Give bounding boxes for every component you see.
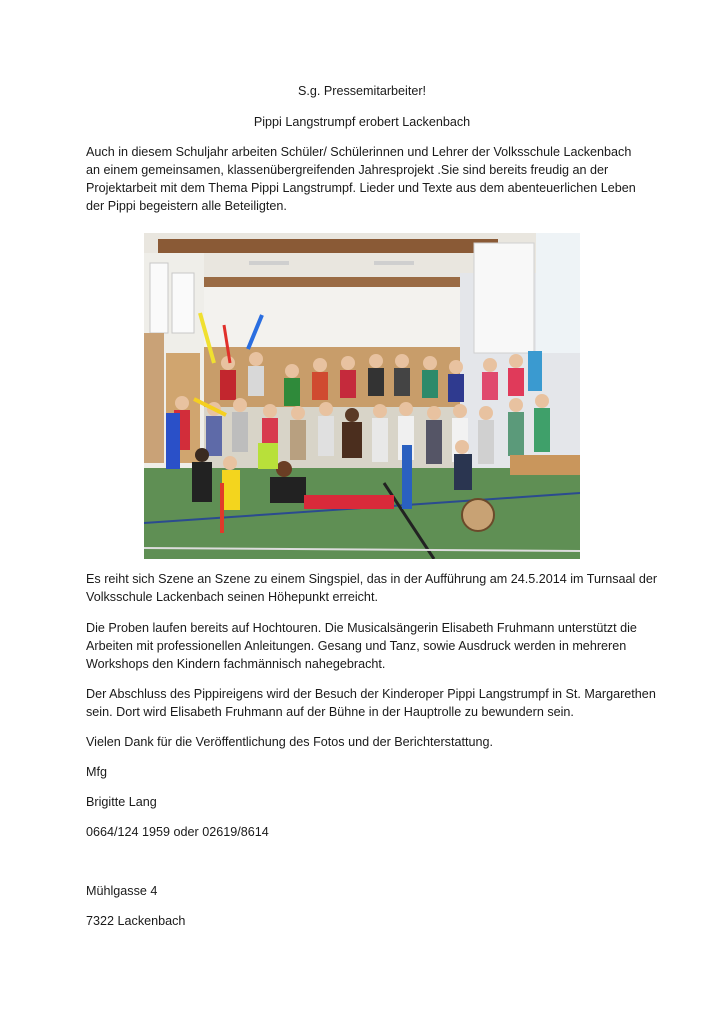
document-title: Pippi Langstrumpf erobert Lackenbach <box>253 115 471 129</box>
closing: Mfg <box>86 765 107 779</box>
signature-name: Brigitte Lang <box>86 795 157 809</box>
abschluss-paragraph <box>86 685 656 721</box>
phone-numbers: 0664/124 1959 oder 02619/8614 <box>86 825 269 839</box>
proben-paragraph <box>86 619 646 673</box>
proben-line: Die Proben laufen bereits auf Hochtouren. Die Musicalsängerin Elisabeth Fruhmann unterstützt die <box>86 621 637 635</box>
group-photo <box>144 233 580 559</box>
singspiel-paragraph <box>86 570 658 606</box>
intro-line: Auch in diesem Schuljahr arbeiten Schüler/ Schülerinnen und Lehrer der Volksschule Lackenbach <box>86 145 632 159</box>
group-photo-illustration <box>144 233 580 559</box>
singspiel-line: Es reiht sich Szene an Szene zu einem Singspiel, das in der Aufführung am 24.5.2014 im Turnsaal der <box>86 572 658 586</box>
proben-line: Workshops den Kindern fachmännisch nahegebracht. <box>86 657 386 671</box>
city-address: 7322 Lackenbach <box>86 914 186 928</box>
intro-line: an einem gemeinsamen, klassenübergreifenden Jahresprojekt .Sie sind bereits freudig an der <box>86 163 609 177</box>
intro-line: Projektarbeit mit dem Thema Pippi Langstrumpf. Lieder und Texte aus dem abenteuerlichen Leben <box>86 181 636 195</box>
street-address: Mühlgasse 4 <box>86 884 158 898</box>
abschluss-line: Der Abschluss des Pippireigens wird der Besuch der Kinderoper Pippi Langstrumpf in St. Margarethen <box>86 687 656 701</box>
greeting: S.g. Pressemitarbeiter! <box>297 84 427 98</box>
thanks-line: Vielen Dank für die Veröffentlichung des Fotos und der Berichterstattung. <box>86 735 493 749</box>
intro-paragraph <box>86 143 646 215</box>
singspiel-line: Volksschule Lackenbach seinen Höhepunkt erreicht. <box>86 590 378 604</box>
intro-line: der Pippi begeistern alle Beteiligten. <box>86 199 287 213</box>
abschluss-line: sein. Dort wird Elisabeth Fruhmann auf der Bühne in der Hauptrolle zu bewundern sein. <box>86 705 574 719</box>
proben-line: Arbeiten mit professionellen Anleitungen. Gesang und Tanz, sowie Ausdruck werden in mehreren <box>86 639 627 653</box>
